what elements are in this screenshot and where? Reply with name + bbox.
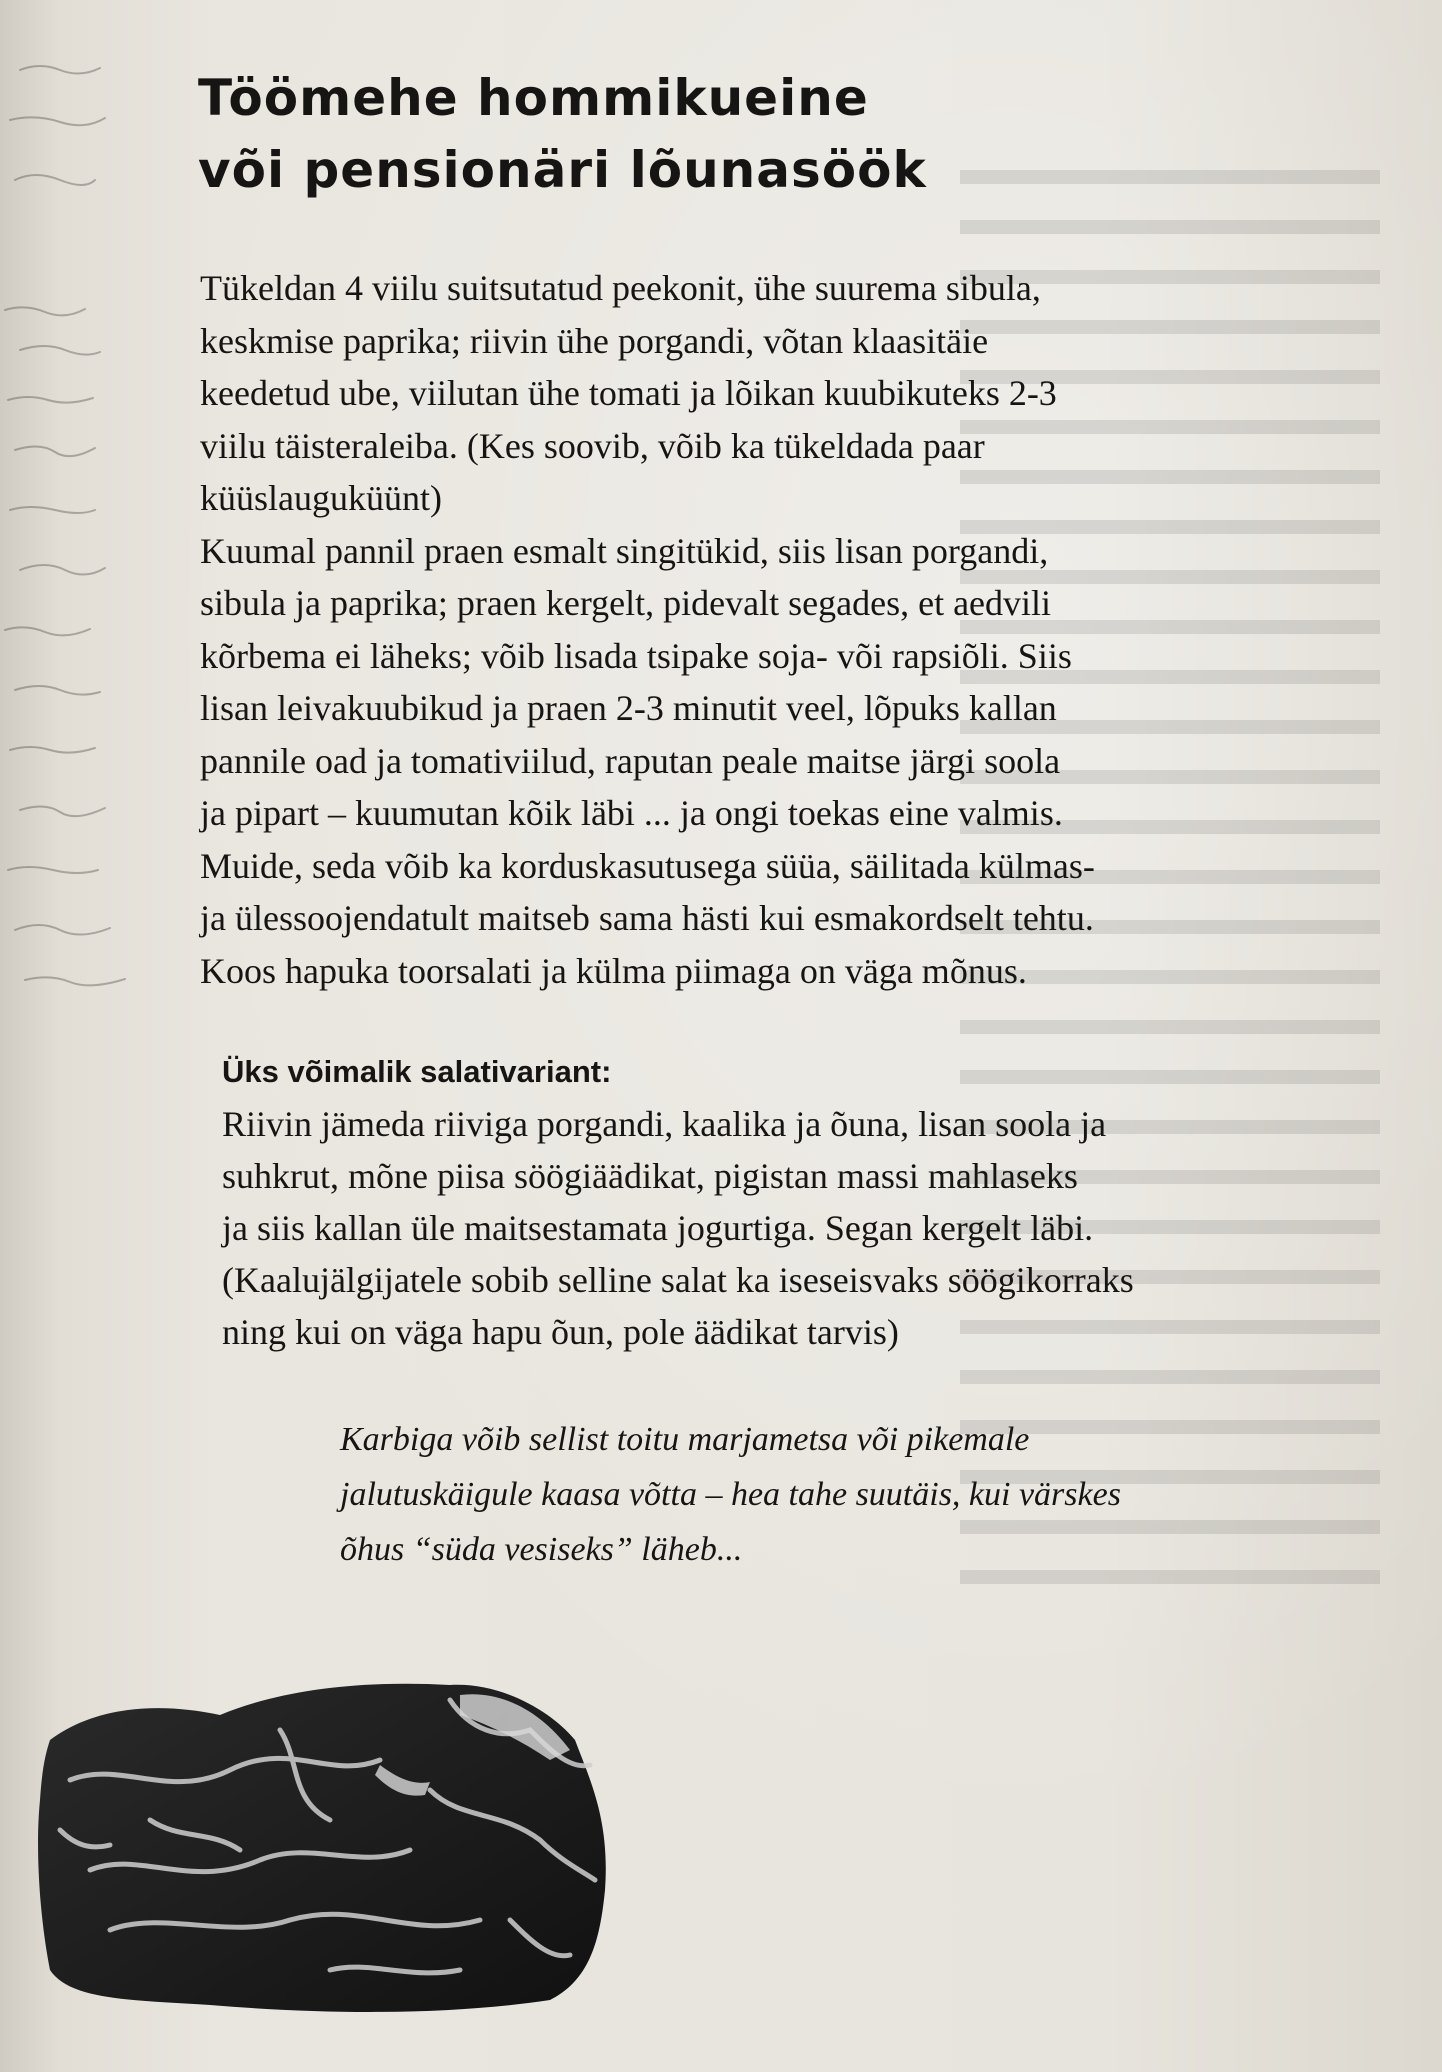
paragraph-line: viilu täisteraleiba. (Kes soovib, võib ka tükeldada paar xyxy=(200,425,985,466)
title-line-2: või pensionäri lõunasöök xyxy=(198,141,927,199)
recipe-paragraph xyxy=(200,262,1375,997)
quote-line: Karbiga võib sellist toitu marjametsa või pikemale xyxy=(340,1421,1030,1458)
paragraph-line: sibula ja paprika; praen kergelt, pidevalt segades, et aedvili xyxy=(200,583,1052,623)
paragraph-line: keedetud ube, viilutan ühe tomati ja lõikan kuubikuteks 2-3 xyxy=(200,373,1057,413)
paragraph-line: lisan leivakuubikud ja praen 2-3 minutit veel, lõpuks kallan xyxy=(200,688,1057,728)
salad-line: ning kui on väga hapu õun, pole äädikat tarvis) xyxy=(222,1312,899,1352)
paragraph-line: pannile oad ja tomativiilud, raputan peale maitse järgi soola xyxy=(200,740,1061,781)
salad-paragraph xyxy=(222,1098,1382,1358)
salad-line: Riivin jämeda riiviga porgandi, kaalika ja õuna, lisan soola ja xyxy=(222,1104,1107,1144)
salad-line: ja siis kallan üle maitsestamata jogurtiga. Segan kergelt läbi. xyxy=(222,1208,1094,1248)
salad-heading: Üks võimalik salativariant: xyxy=(222,1054,612,1089)
salad-line: (Kaalujälgijatele sobib selline salat ka iseseisvaks söögikorraks xyxy=(222,1260,1134,1300)
paragraph-line: Muide, seda võib ka korduskasutusega süüa, säilitada külmas- xyxy=(200,845,1095,886)
handwritten-margin-notes xyxy=(0,30,185,1010)
paragraph-line: ja ülessoojendatult maitseb sama hästi kui esmakordselt tehtu. xyxy=(200,898,1094,938)
paragraph-line: kõrbema ei läheks; võib lisada tsipake soja- või rapsiõli. Siis xyxy=(200,635,1072,676)
paragraph-line: keskmise paprika; riivin ühe porgandi, võtan klaasitäie xyxy=(200,320,989,361)
paragraph-line: Tükeldan 4 viilu suitsutatud peekonit, ühe suurema sibula, xyxy=(200,268,1041,308)
title-line-1: Töömehe hommikueine xyxy=(198,69,869,127)
salad-line: suhkrut, mõne piisa söögiäädikat, pigistan massi mahlaseks xyxy=(222,1156,1078,1196)
paragraph-line: Kuumal pannil praen esmalt singitükid, siis lisan porgandi, xyxy=(200,530,1049,571)
page-title xyxy=(198,62,1078,206)
italic-quote xyxy=(340,1412,1380,1577)
paragraph-line: Koos hapuka toorsalati ja külma piimaga on väga mõnus. xyxy=(200,950,1027,991)
quote-line: õhus “süda vesiseks” läheb... xyxy=(340,1531,743,1568)
marbled-stone-illustration xyxy=(30,1670,620,2020)
paragraph-line: küüslauguküünt) xyxy=(200,478,442,518)
paragraph-line: ja pipart – kuumutan kõik läbi ... ja ongi toekas eine valmis. xyxy=(200,793,1063,833)
quote-line: jalutuskäigule kaasa võtta – hea tahe suutäis, kui värskes xyxy=(340,1476,1121,1513)
